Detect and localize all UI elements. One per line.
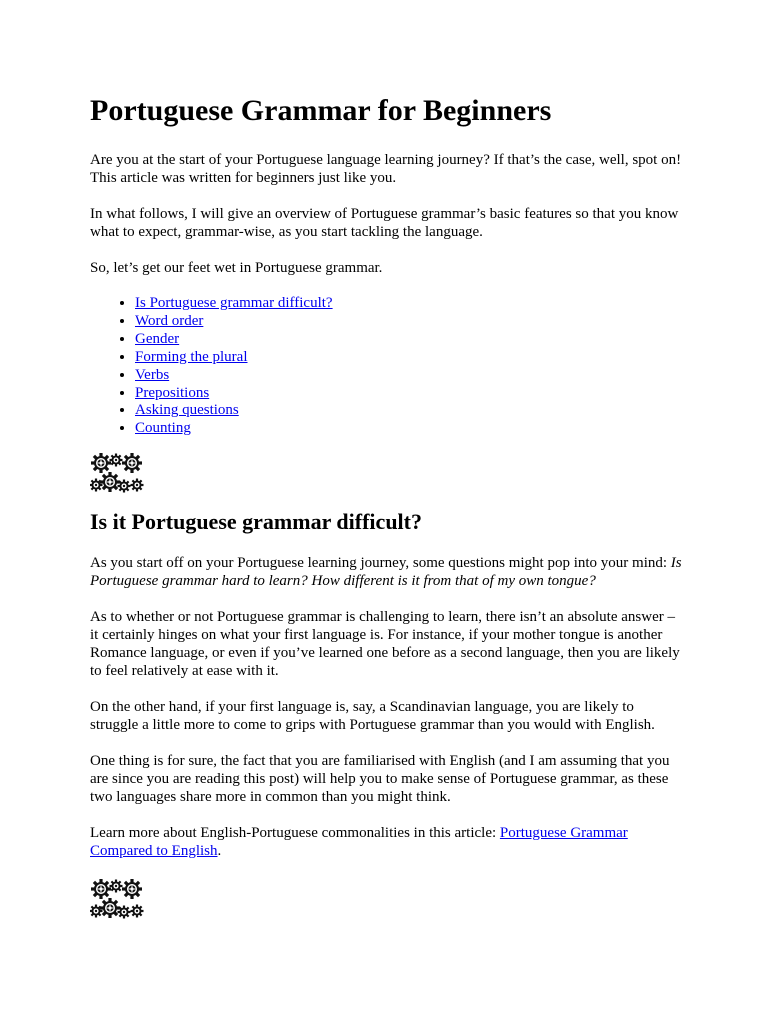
table-of-contents <box>90 295 682 438</box>
intro-paragraph-3: So, let’s get our feet wet in Portuguese grammar. <box>90 260 383 276</box>
toc-item <box>135 313 682 331</box>
paragraph-text: Learn more about English-Portuguese commonalities in this article: <box>90 825 500 842</box>
toc-item <box>135 349 682 367</box>
toc-link-gender[interactable]: Gender <box>135 330 180 347</box>
gears-icon <box>90 878 144 922</box>
toc-item <box>135 385 682 403</box>
toc-item <box>135 420 682 438</box>
article <box>90 93 682 934</box>
toc-link-grammar-difficult[interactable]: Is Portuguese grammar difficult? <box>135 295 333 311</box>
toc-item <box>135 331 682 349</box>
link-grammar-compared-to-english[interactable]: Portuguese Grammar Compared to English <box>90 825 628 860</box>
toc-link-counting[interactable]: Counting <box>135 420 191 437</box>
italic-questions: Is Portuguese grammar hard to learn? How different is it from that of my own tongue? <box>90 555 682 590</box>
section-paragraph-1 <box>90 554 682 590</box>
toc-link-verbs[interactable]: Verbs <box>135 366 170 383</box>
paragraph-text: As you start off on your Portuguese learning journey, some questions might pop into your mind: <box>90 555 668 572</box>
section-paragraph-2: As to whether or not Portuguese grammar is challenging to learn, there isn’t an absolute answer – it certainly hinges on what your first language is. For instance, if your mother tongue is another Romance language, or even if you’ve learned one before as a second language, then you are likely to feel relatively at ease with it. <box>90 609 680 680</box>
intro-paragraph-2: In what follows, I will give an overview of Portuguese grammar’s basic features so that you know what to expect, grammar-wise, as you start tackling the language. <box>90 206 679 240</box>
toc-link-plural[interactable]: Forming the plural <box>135 348 248 365</box>
toc-item <box>135 295 682 313</box>
toc-item <box>135 367 682 385</box>
section-paragraph-5 <box>90 824 682 860</box>
toc-link-word-order[interactable]: Word order <box>135 312 204 329</box>
intro-paragraph-1: Are you at the start of your Portuguese language learning journey? If that’s the case, well, spot on! This article was written for beginners just like you. <box>90 152 682 186</box>
toc-item <box>135 402 682 420</box>
toc-link-questions[interactable]: Asking questions <box>135 402 239 419</box>
section-heading-grammar-difficult: Is it Portuguese grammar difficult? <box>90 509 422 535</box>
page-title: Portuguese Grammar for Beginners <box>90 94 552 127</box>
paragraph-end: . <box>217 843 222 860</box>
gears-icon <box>90 452 144 496</box>
section-paragraph-4: One thing is for sure, the fact that you are familiarised with English (and I am assuming that you are since you are reading this post) will help you to make sense of Portuguese grammar, as these two languages share more in common than you might think. <box>90 753 670 806</box>
toc-link-prepositions[interactable]: Prepositions <box>135 384 210 401</box>
section-paragraph-3: On the other hand, if your first language is, say, a Scandinavian language, you are likely to struggle a little more to come to grips with Portuguese grammar than you would with English. <box>90 699 655 734</box>
